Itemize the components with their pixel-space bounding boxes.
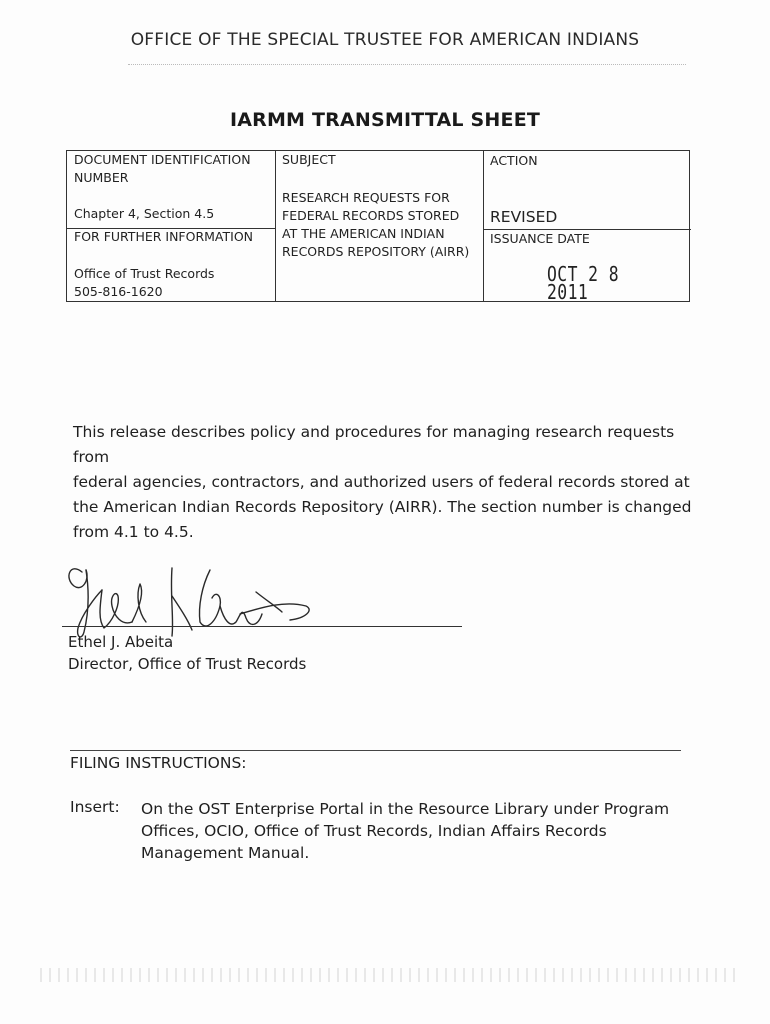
signer-name: Ethel J. Abeita — [68, 633, 174, 651]
subject-text — [282, 189, 469, 261]
doc-id-label-line: DOCUMENT IDENTIFICATION — [74, 152, 251, 167]
insert-label: Insert: — [70, 798, 120, 816]
scan-artifact — [40, 968, 740, 982]
contact-office: Office of Trust Records — [74, 266, 215, 281]
body-line: from 4.1 to 4.5. — [73, 523, 194, 541]
action-value: REVISED — [490, 208, 558, 226]
insert-line: Management Manual. — [141, 844, 310, 862]
insert-line: Offices, OCIO, Office of Trust Records, Indian Affairs Records — [141, 822, 607, 840]
signature-line — [62, 626, 462, 627]
release-description — [73, 420, 713, 545]
subject-line: FEDERAL RECORDS STORED — [282, 208, 460, 223]
body-line: the American Indian Records Repository (AIRR). The section number is changed — [73, 498, 692, 516]
header-divider — [128, 64, 686, 65]
sheet-title: IARMM TRANSMITTAL SHEET — [229, 109, 541, 131]
issuance-date-label: ISSUANCE DATE — [490, 231, 590, 246]
contact-phone: 505-816-1620 — [74, 284, 163, 299]
transmittal-table — [66, 150, 690, 302]
doc-id-label — [74, 151, 251, 187]
filing-divider — [70, 750, 681, 751]
further-info-label: FOR FURTHER INFORMATION — [74, 229, 254, 244]
insert-line: On the OST Enterprise Portal in the Resource Library under Program — [141, 800, 670, 818]
table-column-divider — [483, 151, 484, 301]
doc-id-label-line: NUMBER — [74, 170, 129, 185]
subject-label: SUBJECT — [282, 152, 336, 167]
issuance-date-stamp: OCT 2 8 2011 — [547, 262, 619, 304]
subject-line: AT THE AMERICAN INDIAN — [282, 226, 445, 241]
subject-line: RECORDS REPOSITORY (AIRR) — [282, 244, 470, 259]
table-column-divider — [275, 151, 276, 301]
signer-title: Director, Office of Trust Records — [68, 655, 307, 673]
doc-id-value: Chapter 4, Section 4.5 — [74, 206, 215, 221]
subject-line: RESEARCH REQUESTS FOR — [282, 190, 450, 205]
body-line: This release describes policy and procedures for managing research requests from — [73, 423, 675, 466]
insert-instructions — [141, 798, 681, 864]
office-title: OFFICE OF THE SPECIAL TRUSTEE FOR AMERICAN INDIANS — [130, 30, 640, 50]
action-label: ACTION — [490, 153, 538, 168]
filing-instructions-heading: FILING INSTRUCTIONS: — [70, 754, 247, 772]
signer-block — [68, 631, 306, 675]
body-line: federal agencies, contractors, and authorized users of federal records stored at — [73, 473, 690, 491]
